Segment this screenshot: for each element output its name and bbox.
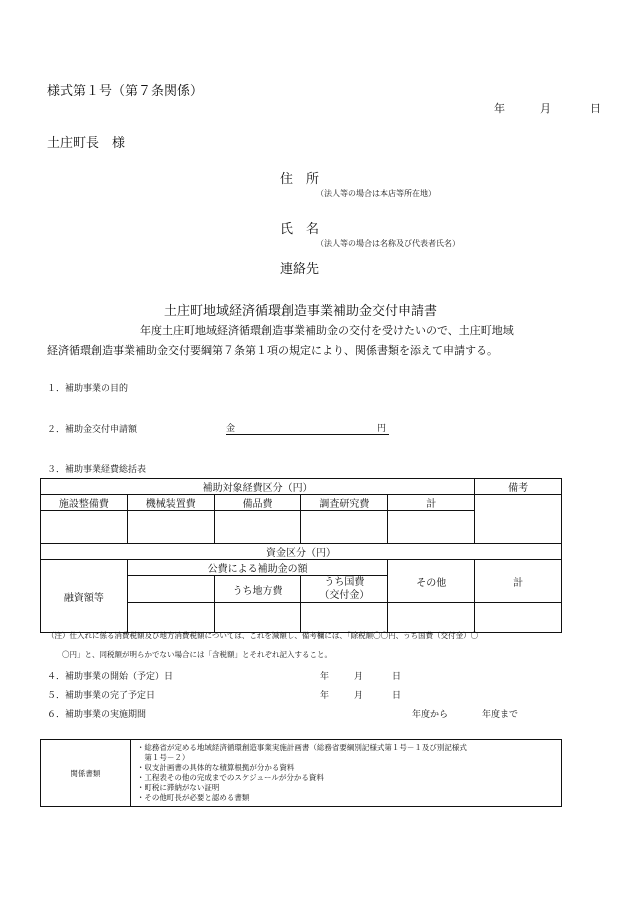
other-header: その他: [388, 560, 475, 603]
machinery-cell[interactable]: [127, 511, 214, 544]
end-year: 年: [320, 691, 330, 701]
facility-cell[interactable]: [41, 511, 128, 544]
amount-field: [226, 421, 389, 435]
subtotal-cell[interactable]: [388, 511, 475, 544]
amount-prefix: 金: [226, 424, 236, 434]
document-item: ・総務省が定める地域経済循環創造事業実施計画書（総務省要綱別記様式第１号－１及び別記様式: [136, 743, 467, 752]
remarks-cell[interactable]: [475, 495, 562, 544]
address-label: 住 所: [280, 172, 320, 187]
other-cell[interactable]: [388, 603, 475, 633]
fund-group-header: 資金区分（円）: [41, 544, 562, 560]
local-header: うち地方費: [214, 576, 301, 603]
date-year-label: 年: [494, 102, 505, 115]
item-end-date: ５．補助事業の完了予定日: [47, 691, 156, 701]
col-subtotal: 計: [388, 495, 475, 511]
item-expense-summary: ３．補助事業経費総括表: [47, 465, 147, 475]
item-amount: ２．補助金交付申請額: [47, 425, 138, 435]
body-line-1: 年度土庄町地域経済循環創造事業補助金の交付を受けたいので、土庄町地域: [140, 324, 514, 337]
col-machinery: 機械装置費: [127, 495, 214, 511]
date-day-label: 日: [590, 102, 601, 115]
national-line-2: （交付金）: [319, 590, 370, 601]
public-subsidy-header: 公費による補助金の額: [127, 560, 388, 576]
name-label: 氏 名: [280, 222, 320, 237]
national-cell[interactable]: [301, 603, 388, 633]
col-research: 調査研究費: [301, 495, 388, 511]
national-line-1: うち国費: [324, 577, 365, 588]
item-period: ６．補助事業の実施期間: [47, 710, 147, 720]
documents-table: [40, 739, 562, 807]
contact-label: 連絡先: [280, 262, 320, 277]
document-item: ・その他町長が必要と認める書類: [136, 793, 250, 802]
date-month-label: 月: [540, 102, 551, 115]
public-blank-cell: [127, 576, 214, 603]
item-purpose: １．補助事業の目的: [47, 384, 129, 394]
start-year: 年: [320, 672, 330, 682]
expense-group-header: 補助対象経費区分（円）: [41, 479, 475, 495]
total-cell[interactable]: [475, 603, 562, 633]
documents-list: [130, 740, 561, 807]
remarks-header: 備考: [475, 479, 562, 495]
start-month: 月: [354, 672, 364, 682]
research-cell[interactable]: [301, 511, 388, 544]
note-line-2: 〇円」と、同税額が明らかでない場合には「含税額」とそれぞれ記入すること。: [62, 650, 332, 659]
national-header: [301, 576, 388, 603]
document-item: ・工程表その他の完成までのスケジュールが分かる資料: [136, 773, 324, 782]
loan-header: 融資額等: [41, 560, 128, 633]
document-item: ・町税に滞納がない証明: [136, 783, 220, 792]
public-cell[interactable]: [127, 603, 214, 633]
document-item: 第１号－２）: [136, 753, 190, 762]
col-equipment: 備品費: [214, 495, 301, 511]
address-note: （法人等の場合は本店等所在地）: [316, 189, 436, 198]
documents-label: 関係書類: [41, 740, 131, 807]
form-number: 様式第１号（第７条関係）: [47, 84, 204, 99]
equipment-cell[interactable]: [214, 511, 301, 544]
addressee: 土庄町長 様: [47, 136, 126, 151]
end-month: 月: [354, 691, 364, 701]
document-item: ・収支計画書の具体的な積算根拠が分かる資料: [136, 763, 295, 772]
start-day: 日: [392, 672, 402, 682]
expense-table: [40, 478, 562, 633]
name-note: （法人等の場合は名称及び代表者氏名）: [316, 239, 460, 248]
period-to: 年度まで: [482, 710, 519, 720]
amount-suffix: 円: [377, 424, 387, 434]
note-line-1: （注）仕入れに係る消費税額及び地方消費税額については、これを減額し、備考欄には、「除税額〇〇円、うち国費（交付金）〇: [47, 631, 479, 640]
end-day: 日: [392, 691, 402, 701]
col-facility: 施設整備費: [41, 495, 128, 511]
document-title: 土庄町地域経済循環創造事業補助金交付申請書: [164, 304, 438, 319]
item-start-date: ４．補助事業の開始（予定）日: [47, 672, 174, 682]
total-header: 計: [475, 560, 562, 603]
body-line-2: 経済循環創造事業補助金交付要綱第７条第１項の規定により、関係書類を添えて申請する。: [47, 344, 498, 357]
local-cell[interactable]: [214, 603, 301, 633]
period-from: 年度から: [412, 710, 449, 720]
